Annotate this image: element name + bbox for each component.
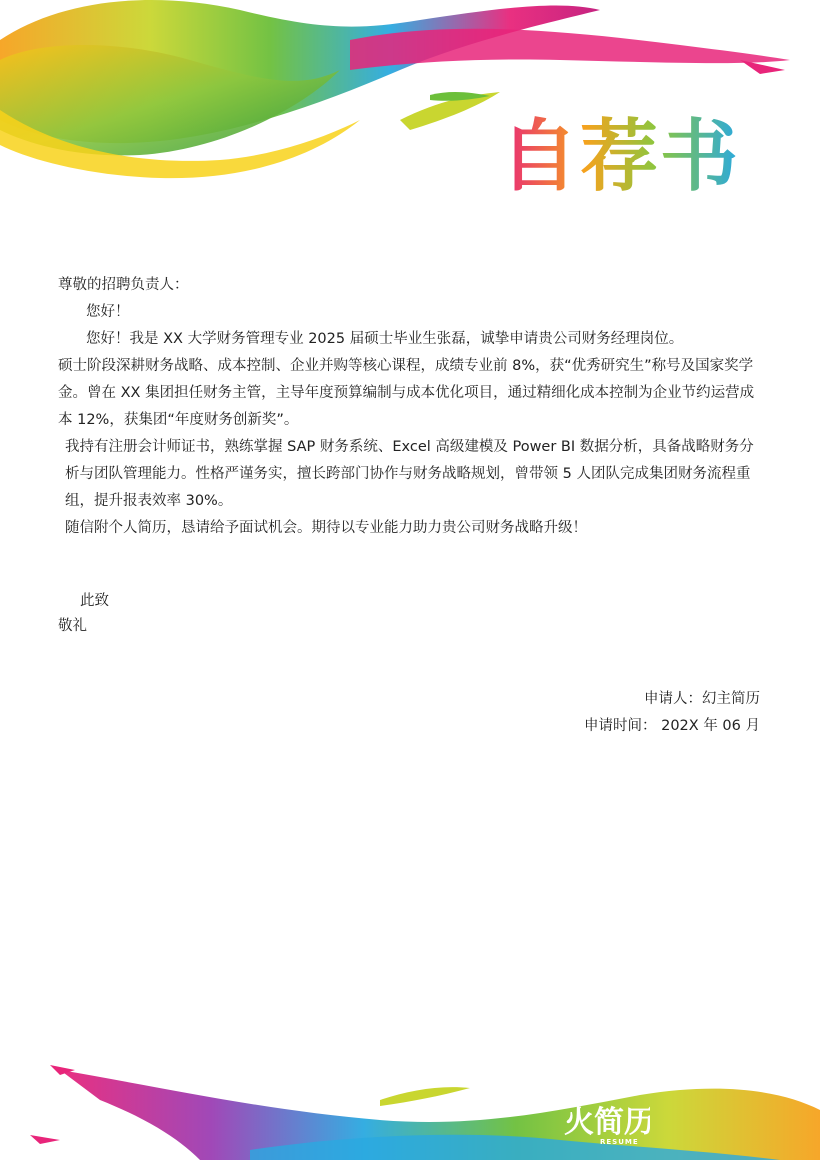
letter-paragraph-1: 您好！我是 XX 大学财务管理专业 2025 届硕士毕业生张磊，诚挚申请贵公司财务经理岗位。 (86, 331, 684, 347)
letter-paragraph-4: 随信附个人简历，恳请给予面试机会。期待以专业能力助力贵公司财务战略升级！ (65, 520, 587, 536)
letter-greeting: 尊敬的招聘负责人： (58, 277, 189, 293)
logo-main-text: 火简历 (564, 1105, 650, 1140)
signature-block (584, 686, 760, 740)
signature-date: 申请时间： 202X 年 06 月 (584, 718, 760, 734)
letter-closing-1: 此致 (80, 593, 109, 609)
page-title: 自荐书 (500, 111, 741, 202)
letter-body (58, 272, 763, 542)
brand-logo (560, 1098, 650, 1154)
title-art (500, 88, 770, 208)
logo-sub-text: RESUME (600, 1138, 639, 1146)
letter-paragraph-3: 我持有注册会计师证书，熟练掌握 SAP 财务系统、Excel 高级建模及 Power BI 数据分析，具备战略财务分析与团队管理能力。性格严谨务实，擅长跨部门协作与财务战略规划，曾带领 5 人团队完成集团财务流程重组，提升报表效率 30%。 (65, 439, 754, 509)
signature-applicant: 申请人：幻主简历 (644, 691, 760, 707)
letter-hello: 您好！ (86, 304, 130, 320)
bottom-brush-art (0, 1040, 820, 1160)
letter-closing-2: 敬礼 (58, 618, 87, 634)
letter-paragraph-2: 硕士阶段深耕财务战略、成本控制、企业并购等核心课程，成绩专业前 8%，获“优秀研究生”称号及国家奖学金。曾在 XX 集团担任财务主管，主导年度预算编制与成本优化项目，通过精细化成本控制为企业节约运营成本 12%，获集团“年度财务创新奖”。 (58, 358, 755, 428)
